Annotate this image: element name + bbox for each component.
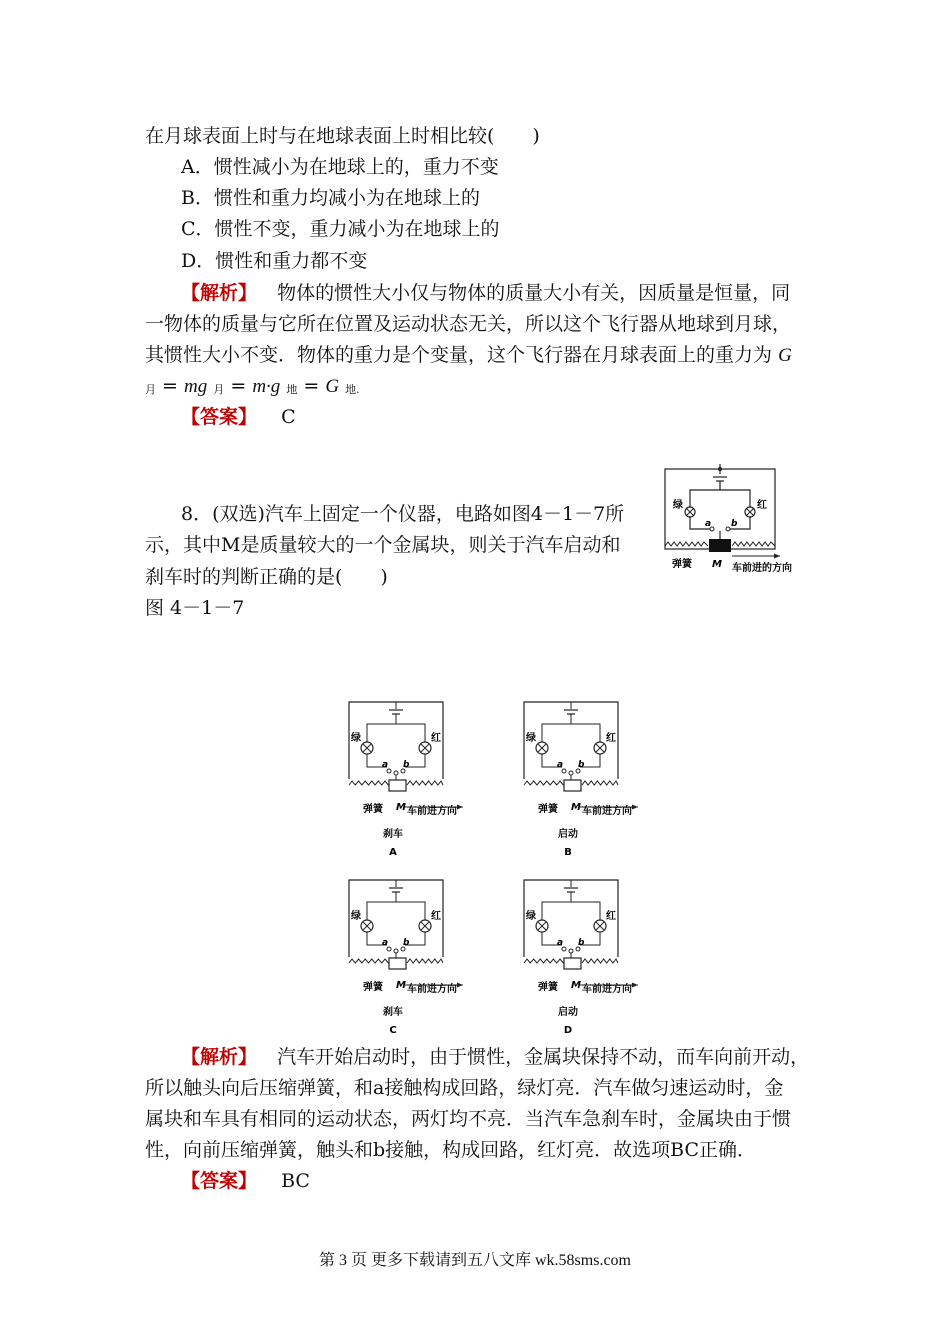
label-red: 红 <box>431 911 441 922</box>
label-b: b <box>578 760 585 770</box>
label-a: a <box>382 938 389 948</box>
q8-stem-line-3: 刹车时的判断正确的是( ) <box>145 566 388 588</box>
label-direction: 车前进方向 <box>407 806 457 817</box>
q8-figure-caption: 图 4－1－7 <box>145 597 245 619</box>
label-M: M <box>571 980 581 991</box>
label-situation: 刹车 <box>383 1007 403 1018</box>
svg-text:车前进的方向: 车前进的方向 <box>732 563 792 574</box>
label-a: a <box>382 760 389 770</box>
label-direction: 车前进方向 <box>407 984 457 995</box>
label-green: 绿 <box>351 733 361 744</box>
label-green: 绿 <box>526 733 536 744</box>
svg-text:a: a <box>705 519 712 529</box>
label-option-letter: D <box>563 1025 573 1036</box>
q7-analysis-line-2: 一物体的质量与它所在位置及运动状态无关，所以这个飞行器从地球到月球， <box>145 313 792 335</box>
analysis-label: 【解析】 <box>181 282 258 304</box>
label-spring: 弹簧 <box>363 804 383 815</box>
arrow-right-icon <box>632 983 638 988</box>
arrow-right-icon <box>457 983 463 988</box>
label-spring: 弹簧 <box>538 982 558 993</box>
label-spring: 弹簧 <box>538 804 558 815</box>
page-footer: 第 3 页 更多下载请到五八文库 wk.58sms.com <box>318 1252 631 1269</box>
metal-block-M <box>564 780 581 791</box>
label-red: 红 <box>606 733 616 744</box>
label-direction: 车前进方向 <box>582 984 632 995</box>
q8-analysis-line-3: 属块和车具有相同的运动状态，两灯均不亮．当汽车急刹车时，金属块由于惯 <box>145 1108 792 1130</box>
q7-option-b: B．惯性和重力均减小为在地球上的 <box>181 187 480 209</box>
label-M: M <box>396 802 406 813</box>
label-spring: 弹簧 <box>363 982 383 993</box>
label-red: 红 <box>606 911 616 922</box>
answer-label: 【答案】 <box>181 406 258 428</box>
svg-text:弹簧: 弹簧 <box>672 559 692 570</box>
metal-block-M <box>389 780 406 791</box>
svg-text:M: M <box>712 559 722 570</box>
option-figure-c <box>345 875 485 1040</box>
label-M: M <box>396 980 406 991</box>
analysis-label: 【解析】 <box>181 1046 258 1068</box>
option-figure-b <box>520 697 660 862</box>
metal-block-M <box>564 958 581 969</box>
q8-analysis-line-1: 【解析】 汽车开始启动时，由于惯性，金属块保持不动，而车向前开动， <box>181 1046 810 1068</box>
q7-answer: 【答案】 C <box>181 406 296 428</box>
label-a: a <box>557 760 564 770</box>
label-a: a <box>557 938 564 948</box>
q8-stem-line-2: 示，其中M是质量较大的一个金属块，则关于汽车启动和 <box>145 534 621 556</box>
label-direction: 车前进方向 <box>582 806 632 817</box>
svg-text:b: b <box>731 519 738 529</box>
label-situation: 启动 <box>558 829 578 840</box>
option-figure-d <box>520 875 660 1040</box>
q8-analysis-line-4: 性，向前压缩弹簧，触头和b接触，构成回路，红灯亮．故选项BC正确． <box>145 1139 757 1161</box>
q7-option-c: C．惯性不变，重力减小为在地球上的 <box>181 218 500 240</box>
label-b: b <box>403 938 410 948</box>
label-red: 红 <box>431 733 441 744</box>
q8-answer: 【答案】 BC <box>181 1170 310 1192</box>
arrow-right-icon <box>457 805 463 810</box>
q7-analysis-line-3: 其惯性大小不变．物体的重力是个变量，这个飞行器在月球表面上的重力为 G <box>145 344 792 366</box>
q8-analysis-line-2: 所以触头向后压缩弹簧，和a接触构成回路，绿灯亮．汽车做匀速运动时，金 <box>145 1077 784 1099</box>
svg-text:绿: 绿 <box>673 500 683 511</box>
q7-stem-tail: 在月球表面上时与在地球表面上时相比较( ) <box>145 125 540 147</box>
label-option-letter: A <box>389 847 397 858</box>
q7-analysis-line-1: 【解析】 物体的惯性大小仅与物体的质量大小有关，因质量是恒量，同 <box>181 282 791 304</box>
metal-block-M <box>709 539 731 552</box>
label-option-letter: B <box>564 847 572 858</box>
circuit-figure-main <box>660 464 810 582</box>
metal-block-M <box>389 958 406 969</box>
q8-stem-line-1: 8．(双选)汽车上固定一个仪器，电路如图4－1－7所 <box>181 503 625 525</box>
q7-formula: 月 = mg 月 = m·g 地 = G 地. <box>145 375 360 397</box>
svg-text:红: 红 <box>757 500 767 511</box>
label-b: b <box>403 760 410 770</box>
answer-label: 【答案】 <box>181 1170 258 1192</box>
label-situation: 刹车 <box>383 829 403 840</box>
label-situation: 启动 <box>558 1007 578 1018</box>
label-M: M <box>571 802 581 813</box>
q7-option-a: A．惯性减小为在地球上的，重力不变 <box>181 156 499 178</box>
label-option-letter: C <box>389 1025 397 1036</box>
label-green: 绿 <box>526 911 536 922</box>
arrow-right-icon <box>632 805 638 810</box>
q7-option-d: D．惯性和重力都不变 <box>181 250 368 272</box>
option-figure-a <box>345 697 485 862</box>
label-green: 绿 <box>351 911 361 922</box>
label-b: b <box>578 938 585 948</box>
